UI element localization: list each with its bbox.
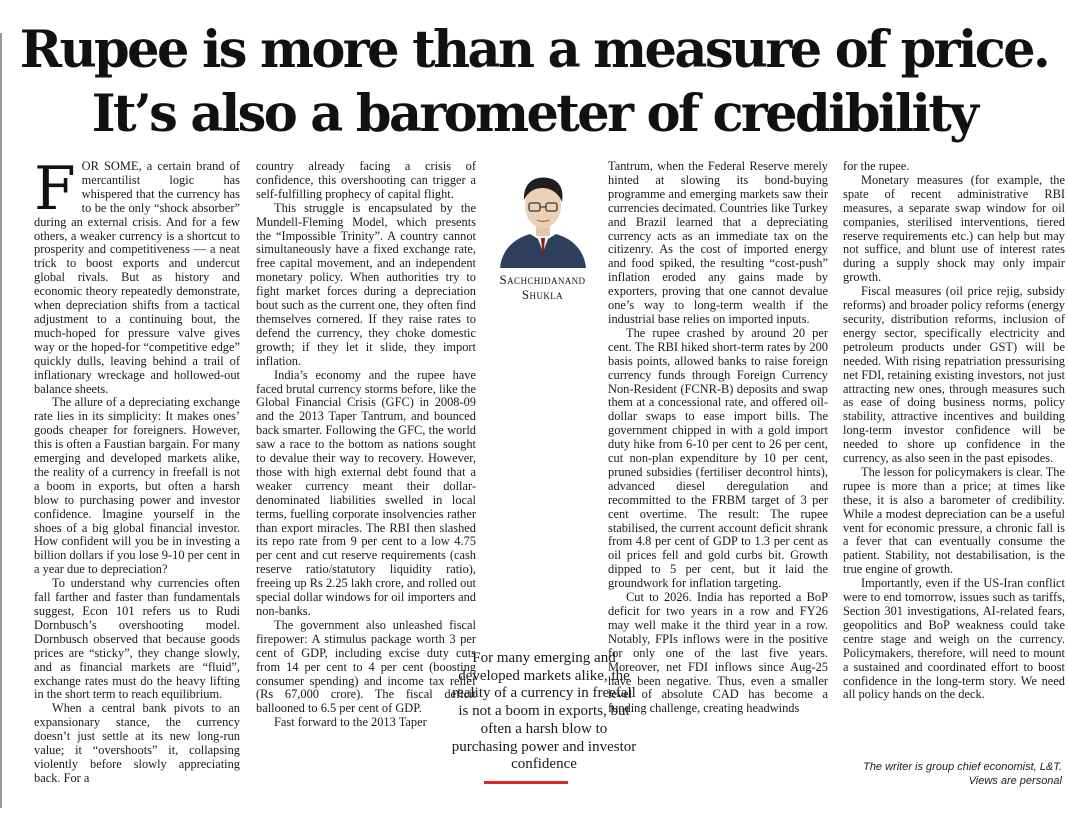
paragraph: Fast forward to the 2013 Taper bbox=[274, 715, 427, 730]
author-note bbox=[860, 760, 1062, 788]
article-column-1 bbox=[34, 154, 240, 786]
headline-line-2: It’s also a barometer of credibility bbox=[91, 84, 977, 144]
paragraph: The rupee crashed by around 20 per cent. The RBI hiked short-term rates by 200 basis points, allowed banks to raise foreign currency funds through Foreign Currency Non-Resident (FCNR-B) deposits and swap them at a concessional rate, and offered oil-dollar swaps to ease import bills. The government chipped in with a gold import duty hike from 6-10 per cent to 26 per cent, cut non-plan expenditure by 10 per cent, pruned subsidies (fertiliser decontrol hints), advanced diesel deregulation and recommitted to the FRBM target of 3 per cent overtime. The result: The rupee stabilised, the current account deficit shrank from 4.8 per cent of GDP to 1.3 per cent as oil prices fell and gold curbs bit. Growth dipped to 5 per cent, but it laid the groundwork for inflation targeting. bbox=[608, 325, 828, 591]
drop-cap: F bbox=[34, 154, 76, 224]
paragraph: country already facing a crisis of confidence, this overshooting can trigger a self-fulfilling prophecy of capital flight. bbox=[256, 159, 476, 201]
headline-line-1: Rupee is more than a measure of price. bbox=[19, 20, 1049, 80]
paragraph: Importantly, even if the US-Iran conflict were to end tomorrow, issues such as tariffs, Section 301 investigations, AI-related fears, geopolitics and BoP weakness could take centre stage and weigh on the currency. Policymakers, therefore, will need to mount a sustained and coordinated effort to boost confidence in the long-term story. We need all policy hands on the deck. bbox=[843, 576, 1065, 702]
author-note-line-2: Views are personal bbox=[968, 775, 1062, 787]
paragraph: Monetary measures (for example, the spate of recent administrative RBI measures, a separate swap window for oil companies, sterilised interventions, tiered reserve requirements etc.) can help but may not suffice, and blunt use of interest rates during a supply shock may only impair growth. bbox=[843, 172, 1065, 285]
article-column-3 bbox=[608, 160, 828, 716]
article-column-4 bbox=[843, 160, 1065, 702]
author-last-name: Shukla bbox=[521, 287, 564, 302]
paragraph: When a central bank pivots to an expansionary stance, the currency doesn’t just settle at its new long-run value; it “overshoots” it, collapsing violently before slowly appreciating back. For a bbox=[34, 701, 240, 785]
paragraph: To understand why currencies often fall farther and faster than fundamentals suggest, Econ 101 refers us to Rudi Dornbusch’s overshooting model. Dornbusch observed that because goods prices are “sticky”, they change slowly, and as financial markets are “fluid”, exchange rates must do the heavy lifting in the short term to reach equilibrium. bbox=[34, 576, 240, 702]
paragraph: for the rupee. bbox=[843, 159, 910, 173]
article-column-2 bbox=[256, 160, 476, 730]
paragraph: Tantrum, when the Federal Reserve merely hinted at slowing its bond-buying programme and emerging markets saw their currencies decimated. Countries like Turkey and Brazil learned that a depreciating currency acts as an immediate tax on the citizenry. As the cost of imported energy and food spiked, the resulting “cost-push” inflation eroded any gains made by exporters, proving that one cannot devalue one’s way to long-term wealth if the industrial base relies on imported inputs. bbox=[608, 159, 828, 326]
paragraph: This struggle is encapsulated by the Mundell-Fleming Model, which presents the “Impossible Trinity”. A country cannot simultaneously have a fixed exchange rate, free capital movement, and an independent monetary policy. When authorities try to fight market forces during a depreciation bout such as the current one, they often find themselves cornered. If they raise rates to defend the currency, they choke domestic growth; if they let it slide, they import inflation. bbox=[256, 200, 476, 368]
paragraph: The government also unleashed fiscal firepower: A stimulus package worth 3 per cent of GDP, including excise duty cuts from 14 per cent to 4 per cent (boosting consumer spending) and income tax relief (Rs 67,000 crore). The fiscal deficit ballooned to 6.5 per cent of GDP. bbox=[256, 617, 476, 716]
page-edge-rule bbox=[0, 33, 2, 808]
paragraph bbox=[34, 154, 240, 396]
author-first-name: Sachchidanand bbox=[499, 272, 586, 287]
pull-quote: For many emerging and developed markets alike, the reality of a currency in freefall is not a boom in exports, but often a harsh blow to purchasing power and investor confidence bbox=[451, 650, 637, 773]
author-portrait bbox=[498, 168, 588, 268]
paragraph: Fiscal measures (oil price rejig, subsidy reforms) and broader policy reforms (energy security, distribution reforms, inclusion of energy sector, specifically electricity and petroleum products under GST) will be needed. With rising repatriation pressurising net FDI, retaining existing investors, not just attracting new ones, through measures such as ease of doing business norms, policy stability, attractive incentives and building long-term investor confidence will be needed to shore up confidence in the currency, as also seen in the past episodes. bbox=[843, 284, 1065, 466]
headline bbox=[0, 18, 1068, 146]
paragraph: The allure of a depreciating exchange rate lies in its simplicity: It makes ones’ goods cheaper for foreigners. However, this is often a Faustian bargain. For many emerging and developed markets alike, the reality of a currency in freefall is not a boom in exports, but often a harsh blow to purchasing power and investor confidence. Imagine yourself in the shoes of a big global financial investor. How confident will you be in investing a billion dollars if you lose 9-10 per cent in a year due to depreciation? bbox=[34, 395, 240, 577]
author-byline bbox=[485, 160, 600, 302]
paragraph-text: a certain brand of mercantilist logic has whispered that the currency has to be the only “shock absorber” during an external crisis. And for a few others, a weaker currency is a shortcut to prosperity and competitiveness — a neat trick to boost exports and undercut global rivals. But as history and economic theory repeatedly demonstrate, when depreciation shifts from a tactical adjustment to a continuing bout, the much-hoped for pressure valve gives way or the hoped-for “competitive edge” quickly dulls, leaving behind a trail of inflationary wreckage and hollowed-out balance sheets. bbox=[34, 159, 240, 396]
author-note-line-1: The writer is group chief economist, L&T. bbox=[863, 761, 1062, 773]
paragraph-text: Cut to 2026. India has reported a BoP deficit for two years in a row and FY26 may well make it the third year in a row. Notably, FPIs inflows were in the positive for only one of the last five years. Moreover, net FDI inflows since Aug-25 have been negative. Thus, even a smaller level of absolute CAD has become a funding challenge, creating headwinds bbox=[608, 590, 828, 716]
pull-quote-accent-rule bbox=[484, 781, 568, 784]
lead-in-caps: OR SOME, bbox=[81, 159, 142, 173]
author-name bbox=[485, 272, 600, 302]
paragraph: India’s economy and the rupee have faced brutal currency storms before, like the Global Financial Crisis (GFC) in 2008-09 and the 2013 Taper Tantrum, and bounced back smarter. Following the GFC, the world saw a race to the bottom as nations sought to devalue their way to recovery. However, those with high external debt found that a weaker currency meant their dollar-denominated liabilities swelled in local terms, fuelling corporate insolvencies rather than export miracles. The RBI then slashed its repo rate from 9 per cent to a low 4.75 per cent and cut reserve requirements (cash reserve ratio/statutory liquidity ratio), freeing up Rs 2.25 lakh crore, and rolled out special dollar windows for oil importers and non-banks. bbox=[256, 367, 476, 618]
paragraph: The lesson for policymakers is clear. The rupee is more than a price; at times like these, it is also a barometer of credibility. While a modest depreciation can be a useful vent for economic pressure, a chronic fall is a fever that can eventually consume the patient. Stability, not destabilisation, is the true engine of growth. bbox=[843, 464, 1065, 577]
